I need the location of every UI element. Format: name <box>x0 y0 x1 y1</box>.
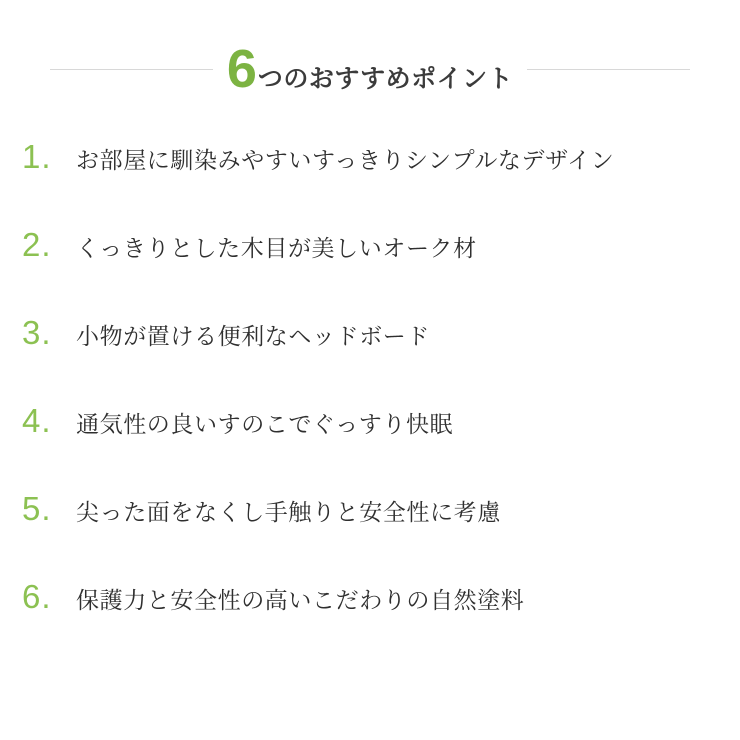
list-item-number: 5. <box>22 490 52 527</box>
list-item-number: 6. <box>22 578 52 615</box>
title-count-number: 6 <box>226 39 256 99</box>
page-title <box>0 34 740 104</box>
list-item <box>0 492 740 580</box>
list-item-label: くっきりとした木目が美しいオーク材 <box>76 235 477 261</box>
list-item <box>0 140 740 228</box>
list-item-label: 通気性の良いすのこでぐっすり快眠 <box>76 411 454 437</box>
list-item <box>0 228 740 316</box>
bottom-spacer <box>0 680 740 740</box>
list-item-number: 2. <box>22 226 52 263</box>
list-item-number: 4. <box>22 402 52 439</box>
list-item <box>0 316 740 404</box>
list-item-number: 3. <box>22 314 52 351</box>
title-rule-right <box>527 69 690 70</box>
list-item-label: 小物が置ける便利なヘッドボード <box>76 323 430 349</box>
title-label: つのおすすめポイント <box>257 65 514 93</box>
list-item <box>0 404 740 492</box>
list-item-label: 保護力と安全性の高いこだわりの自然塗料 <box>76 587 525 613</box>
list-item-number: 1. <box>22 138 52 175</box>
list-item-label: 尖った面をなくし手触りと安全性に考慮 <box>76 499 501 525</box>
list-item <box>0 580 740 668</box>
title-text-group <box>226 39 514 99</box>
points-list <box>0 140 740 668</box>
list-item-label: お部屋に馴染みやすいすっきりシンプルなデザイン <box>76 147 615 173</box>
title-rule-left <box>50 69 213 70</box>
